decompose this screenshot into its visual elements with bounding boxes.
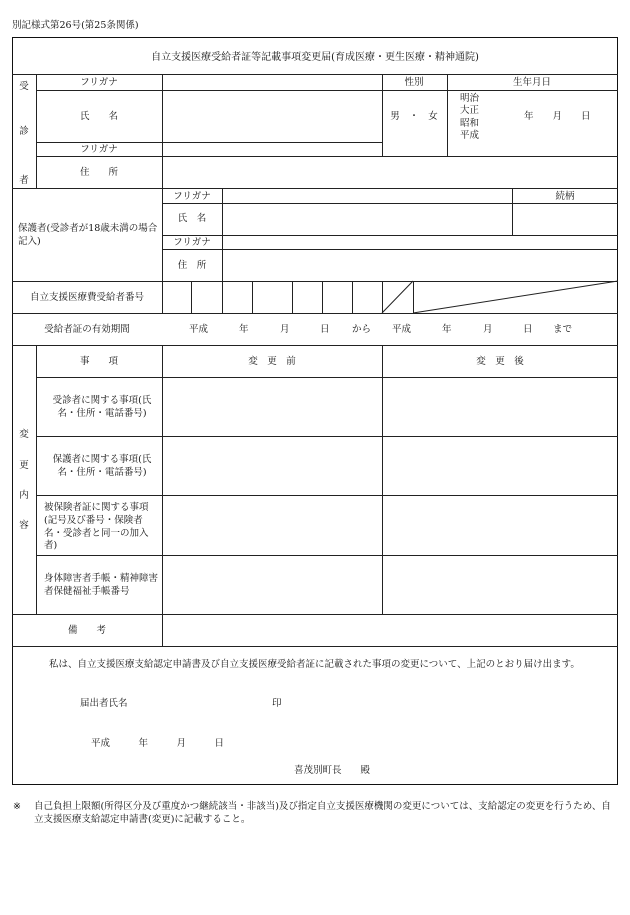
remarks-label: 備 考 — [67, 625, 107, 636]
validity-to-word: まで — [553, 324, 573, 335]
validity-to-day: 日 — [523, 324, 533, 335]
patient-furigana-label-2: フリガナ — [80, 144, 118, 155]
change-before-field-2[interactable] — [163, 437, 381, 494]
guardian-furigana-label-2: フリガナ — [173, 237, 211, 248]
seal-mark: 印 — [272, 698, 282, 709]
submission-date: 平成 年 月 日 — [91, 738, 225, 749]
applicant-name-label: 届出者氏名 — [80, 698, 128, 709]
validity-from-day: 日 — [320, 324, 330, 335]
form-number: 別記様式第26号(第25条関係) — [12, 20, 139, 31]
recipient-number-boxes[interactable] — [163, 282, 381, 312]
patient-char-1: 受 — [19, 81, 29, 92]
patient-name-field[interactable] — [163, 91, 381, 141]
form-title: 自立支援医療受給者証等記載事項変更届(育成医療・更生医療・精神通院) — [151, 52, 479, 63]
change-row-insurance: 被保険者証に関する事項(記号及び番号・保険者名・受診者と同一の加入者) — [44, 502, 149, 552]
guardian-name-field[interactable] — [223, 204, 511, 234]
addressee: 喜茂別町長 殿 — [294, 765, 371, 776]
guardian-relation-field[interactable] — [513, 204, 617, 234]
patient-era-3: 昭和 — [460, 118, 480, 129]
validity-to-era: 平成 — [392, 324, 412, 335]
footnote-text: 自己負担上限額(所得区分及び重度かつ継続該当・非該当)及び指定自立支援医療機関の変更については、支給認定の変更を行うため、自立支援医療支給認定申請書(変更)に記載すること。 — [34, 801, 611, 825]
change-char-3: 内 — [19, 490, 29, 501]
guardian-label: 保護者(受診者が18歳未満の場合記入) — [18, 223, 158, 247]
patient-era-1: 明治 — [460, 93, 480, 104]
change-before-field-4[interactable] — [163, 556, 381, 613]
change-before-header: 変 更 前 — [248, 356, 296, 367]
patient-sex-header: 性別 — [404, 77, 424, 88]
patient-sex-options[interactable]: 男 ・ 女 — [390, 111, 438, 122]
change-item-header: 事 項 — [79, 356, 119, 367]
guardian-address-label: 住 所 — [177, 260, 207, 271]
patient-address-field[interactable] — [163, 157, 617, 187]
patient-era-4: 平成 — [460, 130, 480, 141]
change-after-field-4[interactable] — [383, 556, 617, 613]
validity-from-month: 月 — [280, 324, 290, 335]
change-after-field-3[interactable] — [383, 496, 617, 554]
change-row-handbook: 身体障害者手帳・精神障害者保健福祉手帳番号 — [44, 573, 159, 597]
change-after-field-2[interactable] — [383, 437, 617, 494]
validity-from-era: 平成 — [189, 324, 209, 335]
validity-to-year: 年 — [442, 324, 452, 335]
guardian-relation-header: 続柄 — [555, 191, 575, 202]
change-char-2: 更 — [19, 460, 29, 471]
remarks-field[interactable] — [163, 615, 617, 645]
validity-to-month: 月 — [483, 324, 493, 335]
declaration-text: 私は、自立支援医療支給認定申請書及び自立支援医療受給者証に記載された事項の変更について、上記のとおり届け出ます。 — [49, 659, 580, 670]
guardian-name-label: 氏 名 — [177, 213, 207, 224]
patient-furigana-label: フリガナ — [80, 77, 118, 88]
validity-from-year: 年 — [239, 324, 249, 335]
patient-char-3: 者 — [19, 175, 29, 186]
applicant-name-field[interactable] — [140, 693, 265, 711]
patient-address-label: 住 所 — [79, 167, 119, 178]
change-row-patient: 受診者に関する事項(氏名・住所・電話番号) — [52, 395, 152, 419]
guardian-address-field[interactable] — [223, 250, 617, 280]
validity-from-word: から — [352, 324, 372, 335]
footnote-mark: ※ — [13, 801, 21, 812]
guardian-furigana-label: フリガナ — [173, 191, 211, 202]
patient-era-2: 大正 — [460, 105, 480, 116]
patient-dob-header: 生年月日 — [512, 77, 552, 88]
change-before-field-3[interactable] — [163, 496, 381, 554]
patient-dob-ymd: 年 月 日 — [524, 111, 591, 122]
patient-char-2: 診 — [19, 126, 29, 137]
change-char-1: 変 — [19, 429, 29, 440]
patient-name-label: 氏 名 — [79, 111, 119, 122]
change-after-header: 変 更 後 — [476, 356, 524, 367]
change-before-field-1[interactable] — [163, 378, 381, 435]
change-char-4: 容 — [19, 520, 29, 531]
change-after-field-1[interactable] — [383, 378, 617, 435]
change-row-guardian: 保護者に関する事項(氏名・住所・電話番号) — [52, 454, 152, 478]
recipient-number-label: 自立支援医療費受給者番号 — [29, 292, 145, 303]
validity-label: 受給者証の有効期間 — [44, 324, 130, 335]
